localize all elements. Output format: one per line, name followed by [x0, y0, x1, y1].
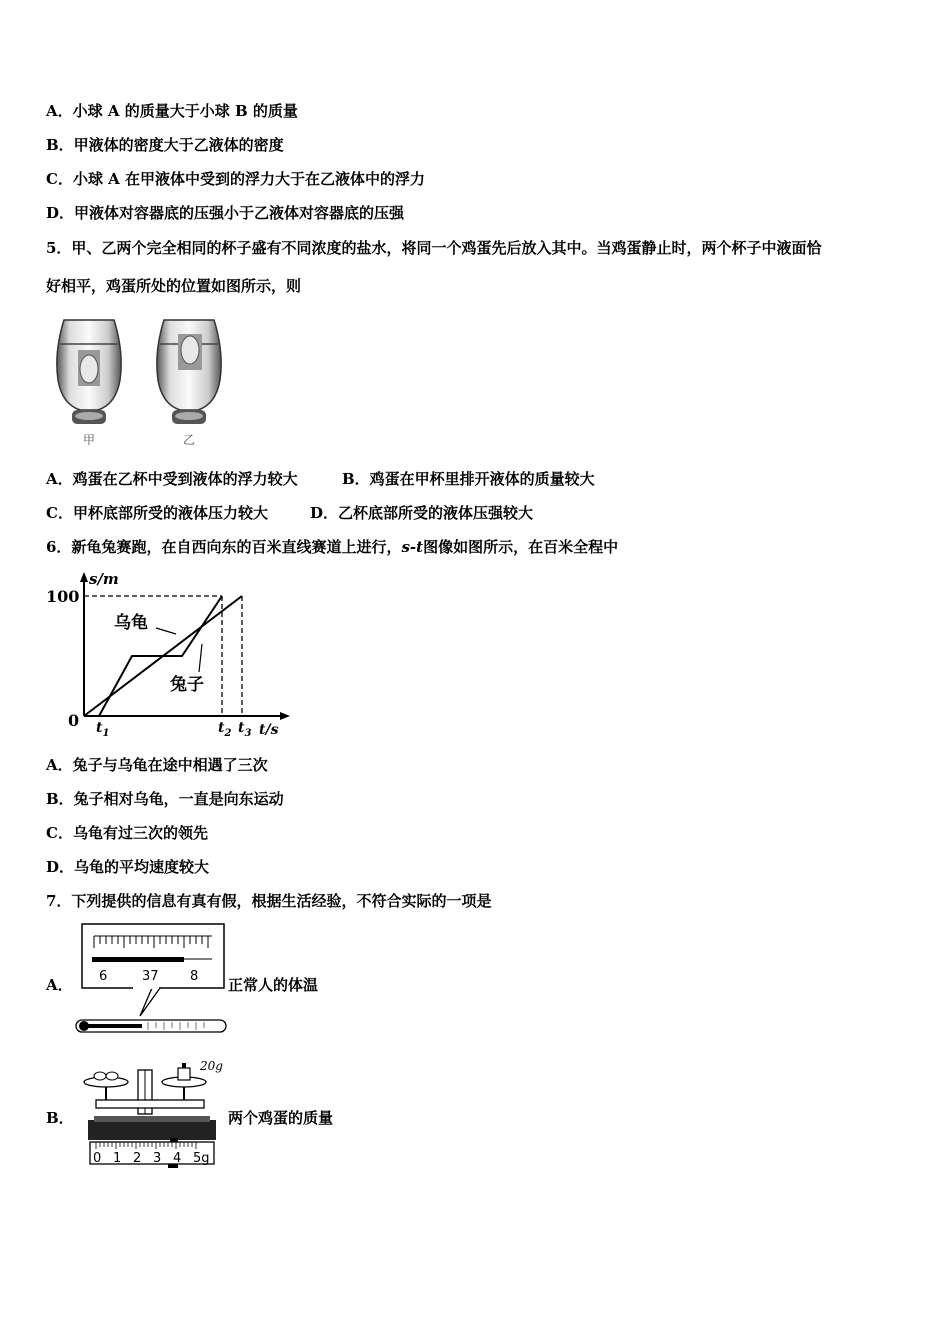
balance-figure [76, 1054, 226, 1170]
label-yi: 乙 [183, 433, 196, 447]
turtle-label: 乌龟 [114, 613, 148, 633]
q6-option-c: C．乌龟有过三次的领先 [46, 824, 208, 842]
q7-option-a-label: A． [46, 976, 73, 994]
q5-option-b: B．鸡蛋在甲杯里排开液体的质量较大 [342, 470, 595, 488]
q5-option-c: C．甲杯底部所受的液体压力较大 [46, 504, 268, 522]
scale-tick-3: 3 [153, 1151, 162, 1166]
q5-stem-line1: 5．甲、乙两个完全相同的杯子盛有不同浓度的盐水，将同一个鸡蛋先后放入其中。当鸡蛋静止时，两个杯子中液面恰 [46, 239, 822, 257]
thermometer-figure [72, 920, 232, 1038]
label-jia: 甲 [83, 433, 96, 447]
scale-tick-2: 2 [133, 1151, 142, 1166]
q7-stem: 7．下列提供的信息有真有假，根据生活经验，不符合实际的一项是 [46, 892, 492, 910]
q5-option-d: D．乙杯底部所受的液体压强较大 [310, 504, 534, 522]
thermo-tick-37: 37 [142, 969, 159, 984]
q6-option-a: A．兔子与乌龟在途中相遇了三次 [46, 756, 268, 774]
q6-stem-st: s-t [401, 538, 424, 556]
q6-stem [46, 537, 618, 557]
weight-label: 20g [200, 1059, 223, 1073]
y-axis-arrow [80, 572, 88, 582]
scale-tick-4: 4 [173, 1151, 182, 1166]
t1-label: $t_1$ [96, 720, 110, 739]
origin-label: 0 [68, 711, 80, 730]
scale-tick-5g: 5g [193, 1151, 210, 1166]
scale-tick-0: 0 [93, 1151, 102, 1166]
q7-option-a-text: 正常人的体温 [228, 976, 319, 994]
q6-stem-post: 图像如图所示，在百米全程中 [423, 538, 619, 556]
q4-option-c: C．小球 A 在甲液体中受到的浮力大于在乙液体中的浮力 [46, 170, 426, 188]
q5-stem-line2: 好相平，鸡蛋所处的位置如图所示，则 [46, 277, 302, 295]
scale-tick-1: 1 [113, 1151, 122, 1166]
q5-option-a: A．鸡蛋在乙杯中受到液体的浮力较大 [46, 470, 298, 488]
thermo-tick-8: 8 [190, 969, 199, 984]
q7-option-b-text: 两个鸡蛋的质量 [228, 1109, 334, 1127]
cup-jia [57, 320, 121, 424]
x-axis-arrow [280, 712, 290, 720]
q6-option-d: D．乌龟的平均速度较大 [46, 858, 210, 876]
y-axis-label: s/m [89, 570, 119, 588]
t3-label: $t_3$ [238, 720, 252, 739]
q6-option-b: B．兔子相对乌龟，一直是向东运动 [46, 790, 284, 808]
q6-stem-pre: 6．新龟兔赛跑，在自西向东的百米直线赛道上进行， [46, 538, 402, 556]
rider-top [170, 1138, 178, 1142]
q4-option-d: D．甲液体对容器底的压强小于乙液体对容器底的压强 [46, 204, 405, 222]
egg-cups-figure [50, 312, 230, 452]
rabbit-label: 兔子 [170, 675, 204, 695]
thermo-tick-6: 6 [99, 969, 108, 984]
cup-yi [157, 320, 221, 424]
y-tick-100: 100 [46, 587, 80, 606]
x-axis-label: t/s [259, 722, 279, 738]
q4-option-a: A．小球 A 的质量大于小球 B 的质量 [46, 102, 298, 120]
st-graph [44, 566, 294, 740]
q4-option-b: B．甲液体的密度大于乙液体的密度 [46, 136, 284, 154]
t2-label: $t_2$ [218, 720, 232, 739]
q7-option-b-label: B． [46, 1109, 74, 1127]
